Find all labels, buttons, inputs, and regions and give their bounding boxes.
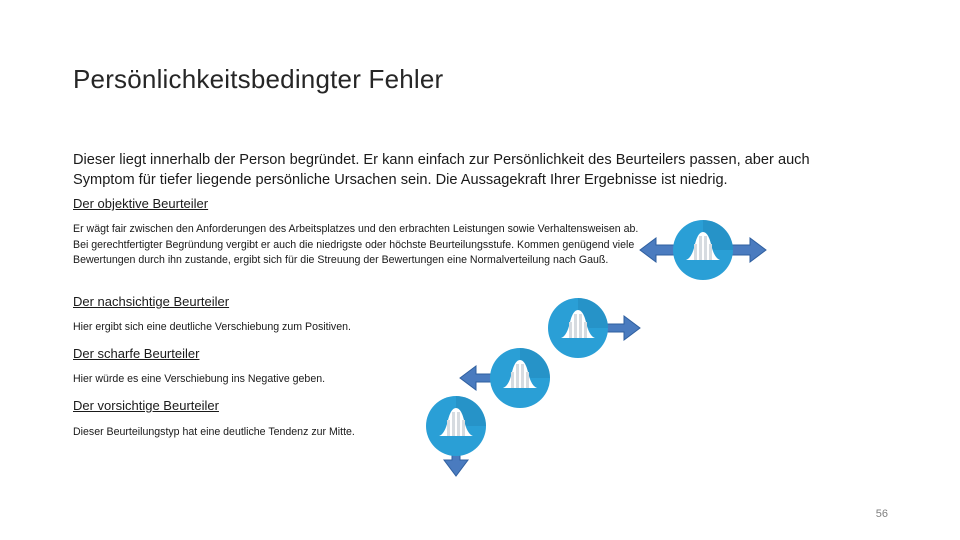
section-body-cautious: Dieser Beurteilungstyp hat eine deutliche Tendenz zur Mitte.: [73, 426, 355, 438]
intro-paragraph: Dieser liegt innerhalb der Person begründet. Er kann einfach zur Persönlichkeit des Beurteilers passen, aber auch Symptom für tiefer liegende persönliche Ursachen sein. Die Aussagekraft Ihrer Ergebnisse ist niedrig.: [73, 152, 810, 188]
slide-title: Persönlichkeitsbedingter Fehler: [73, 64, 444, 94]
section-heading-strict: Der scharfe Beurteiler: [73, 346, 200, 361]
cautious-distribution-graphic: [424, 394, 488, 480]
section-heading-objective: Der objektive Beurteiler: [73, 196, 209, 211]
section-body-lenient: Hier ergibt sich eine deutliche Verschiebung zum Positiven.: [73, 321, 351, 333]
section-heading-lenient: Der nachsichtige Beurteiler: [73, 294, 230, 309]
objective-distribution-graphic: [636, 218, 770, 282]
distribution-icon: [548, 298, 608, 358]
section-body-strict: Hier würde es eine Verschiebung ins Negative geben.: [73, 373, 326, 385]
section-heading-cautious: Der vorsichtige Beurteiler: [73, 398, 219, 413]
distribution-icon: [426, 396, 486, 456]
lenient-distribution-graphic: [544, 296, 644, 360]
page-number: 56: [875, 508, 888, 520]
section-body-objective: Er wägt fair zwischen den Anforderungen des Arbeitsplatzes und den erbrachten Leistungen sowie Verhaltensweisen ab. Bei gerechtfertigter Begründung vergibt er auch die niedrigste oder höchste Beurteilungsstufe. Kommen genügend viele Bewertungen durch ihn zustande, ergibt sich für die Streuung der Bewertungen eine Normalverteilung nach Gauß.: [73, 223, 639, 266]
distribution-icon: [490, 348, 550, 408]
distribution-icon: [673, 220, 733, 280]
